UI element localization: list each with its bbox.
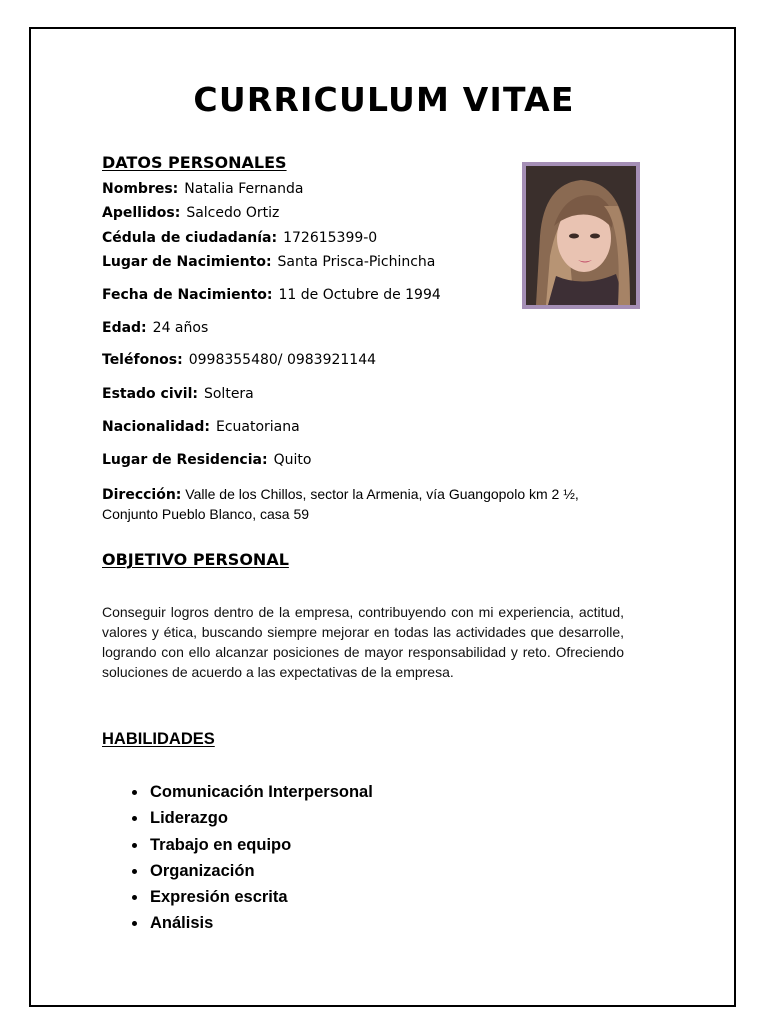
field-value: Valle de los Chillos, sector la Armenia, vía Guangopolo km 2 ½, Conjunto Pueblo Blanco, casa 59: [102, 486, 579, 522]
field-label: Apellidos:: [102, 205, 181, 221]
skills-heading: HABILIDADES: [102, 730, 215, 748]
field-lugar-nacimiento: [102, 254, 435, 270]
field-estado-civil: [102, 386, 254, 402]
field-value: Quito: [273, 452, 312, 468]
field-value: Salcedo Ortiz: [186, 205, 280, 221]
objective-heading: OBJETIVO PERSONAL: [102, 550, 289, 569]
field-cedula: [102, 230, 377, 246]
field-label: Cédula de ciudadanía:: [102, 230, 278, 246]
objective-text: Conseguir logros dentro de la empresa, contribuyendo con mi experiencia, actitud, valores y ética, buscando siempre mejorar en todas las actividades que desarrolle, logrando con ello alcanzar posiciones de mayor responsabilidad y reto. Ofreciendo soluciones de acuerdo a las expectativas de la empresa.: [102, 604, 624, 680]
field-label: Nacionalidad:: [102, 419, 210, 435]
field-label: Dirección:: [102, 487, 182, 503]
field-label: Lugar de Nacimiento:: [102, 254, 272, 270]
field-value: Santa Prisca-Pichincha: [277, 254, 436, 270]
profile-photo: [522, 162, 640, 309]
field-lugar-residencia: [102, 452, 311, 468]
skill-item: • Trabajo en equipo: [148, 832, 508, 858]
personal-data-heading: DATOS PERSONALES: [102, 153, 287, 172]
skills-list: [108, 779, 508, 937]
portrait-image: [526, 166, 636, 305]
field-value: 0998355480/ 0983921144: [188, 352, 377, 368]
field-apellidos: [102, 205, 279, 221]
field-value: 172615399-0: [283, 230, 378, 246]
field-label: Nombres:: [102, 181, 179, 197]
field-label: Fecha de Nacimiento:: [102, 287, 273, 303]
field-edad: [102, 320, 208, 336]
skill-item: • Comunicación Interpersonal: [148, 779, 508, 805]
document-title: CURRICULUM VITAE: [193, 80, 575, 119]
field-direccion: [102, 485, 622, 524]
field-value: Natalia Fernanda: [184, 181, 304, 197]
skill-item: • Expresión escrita: [148, 884, 508, 910]
field-nombres: [102, 181, 303, 197]
field-value: Soltera: [203, 386, 254, 402]
skill-item: • Organización: [148, 858, 508, 884]
skill-item: • Liderazgo: [148, 805, 508, 831]
field-value: Ecuatoriana: [215, 419, 300, 435]
field-telefonos: [102, 352, 376, 368]
field-label: Teléfonos:: [102, 352, 183, 368]
field-value: 24 años: [152, 320, 209, 336]
field-label: Lugar de Residencia:: [102, 452, 268, 468]
field-nacionalidad: [102, 419, 300, 435]
field-label: Estado civil:: [102, 386, 198, 402]
skill-item: • Análisis: [148, 910, 508, 936]
field-fecha-nacimiento: [102, 287, 441, 303]
field-value: 11 de Octubre de 1994: [278, 287, 441, 303]
field-label: Edad:: [102, 320, 147, 336]
